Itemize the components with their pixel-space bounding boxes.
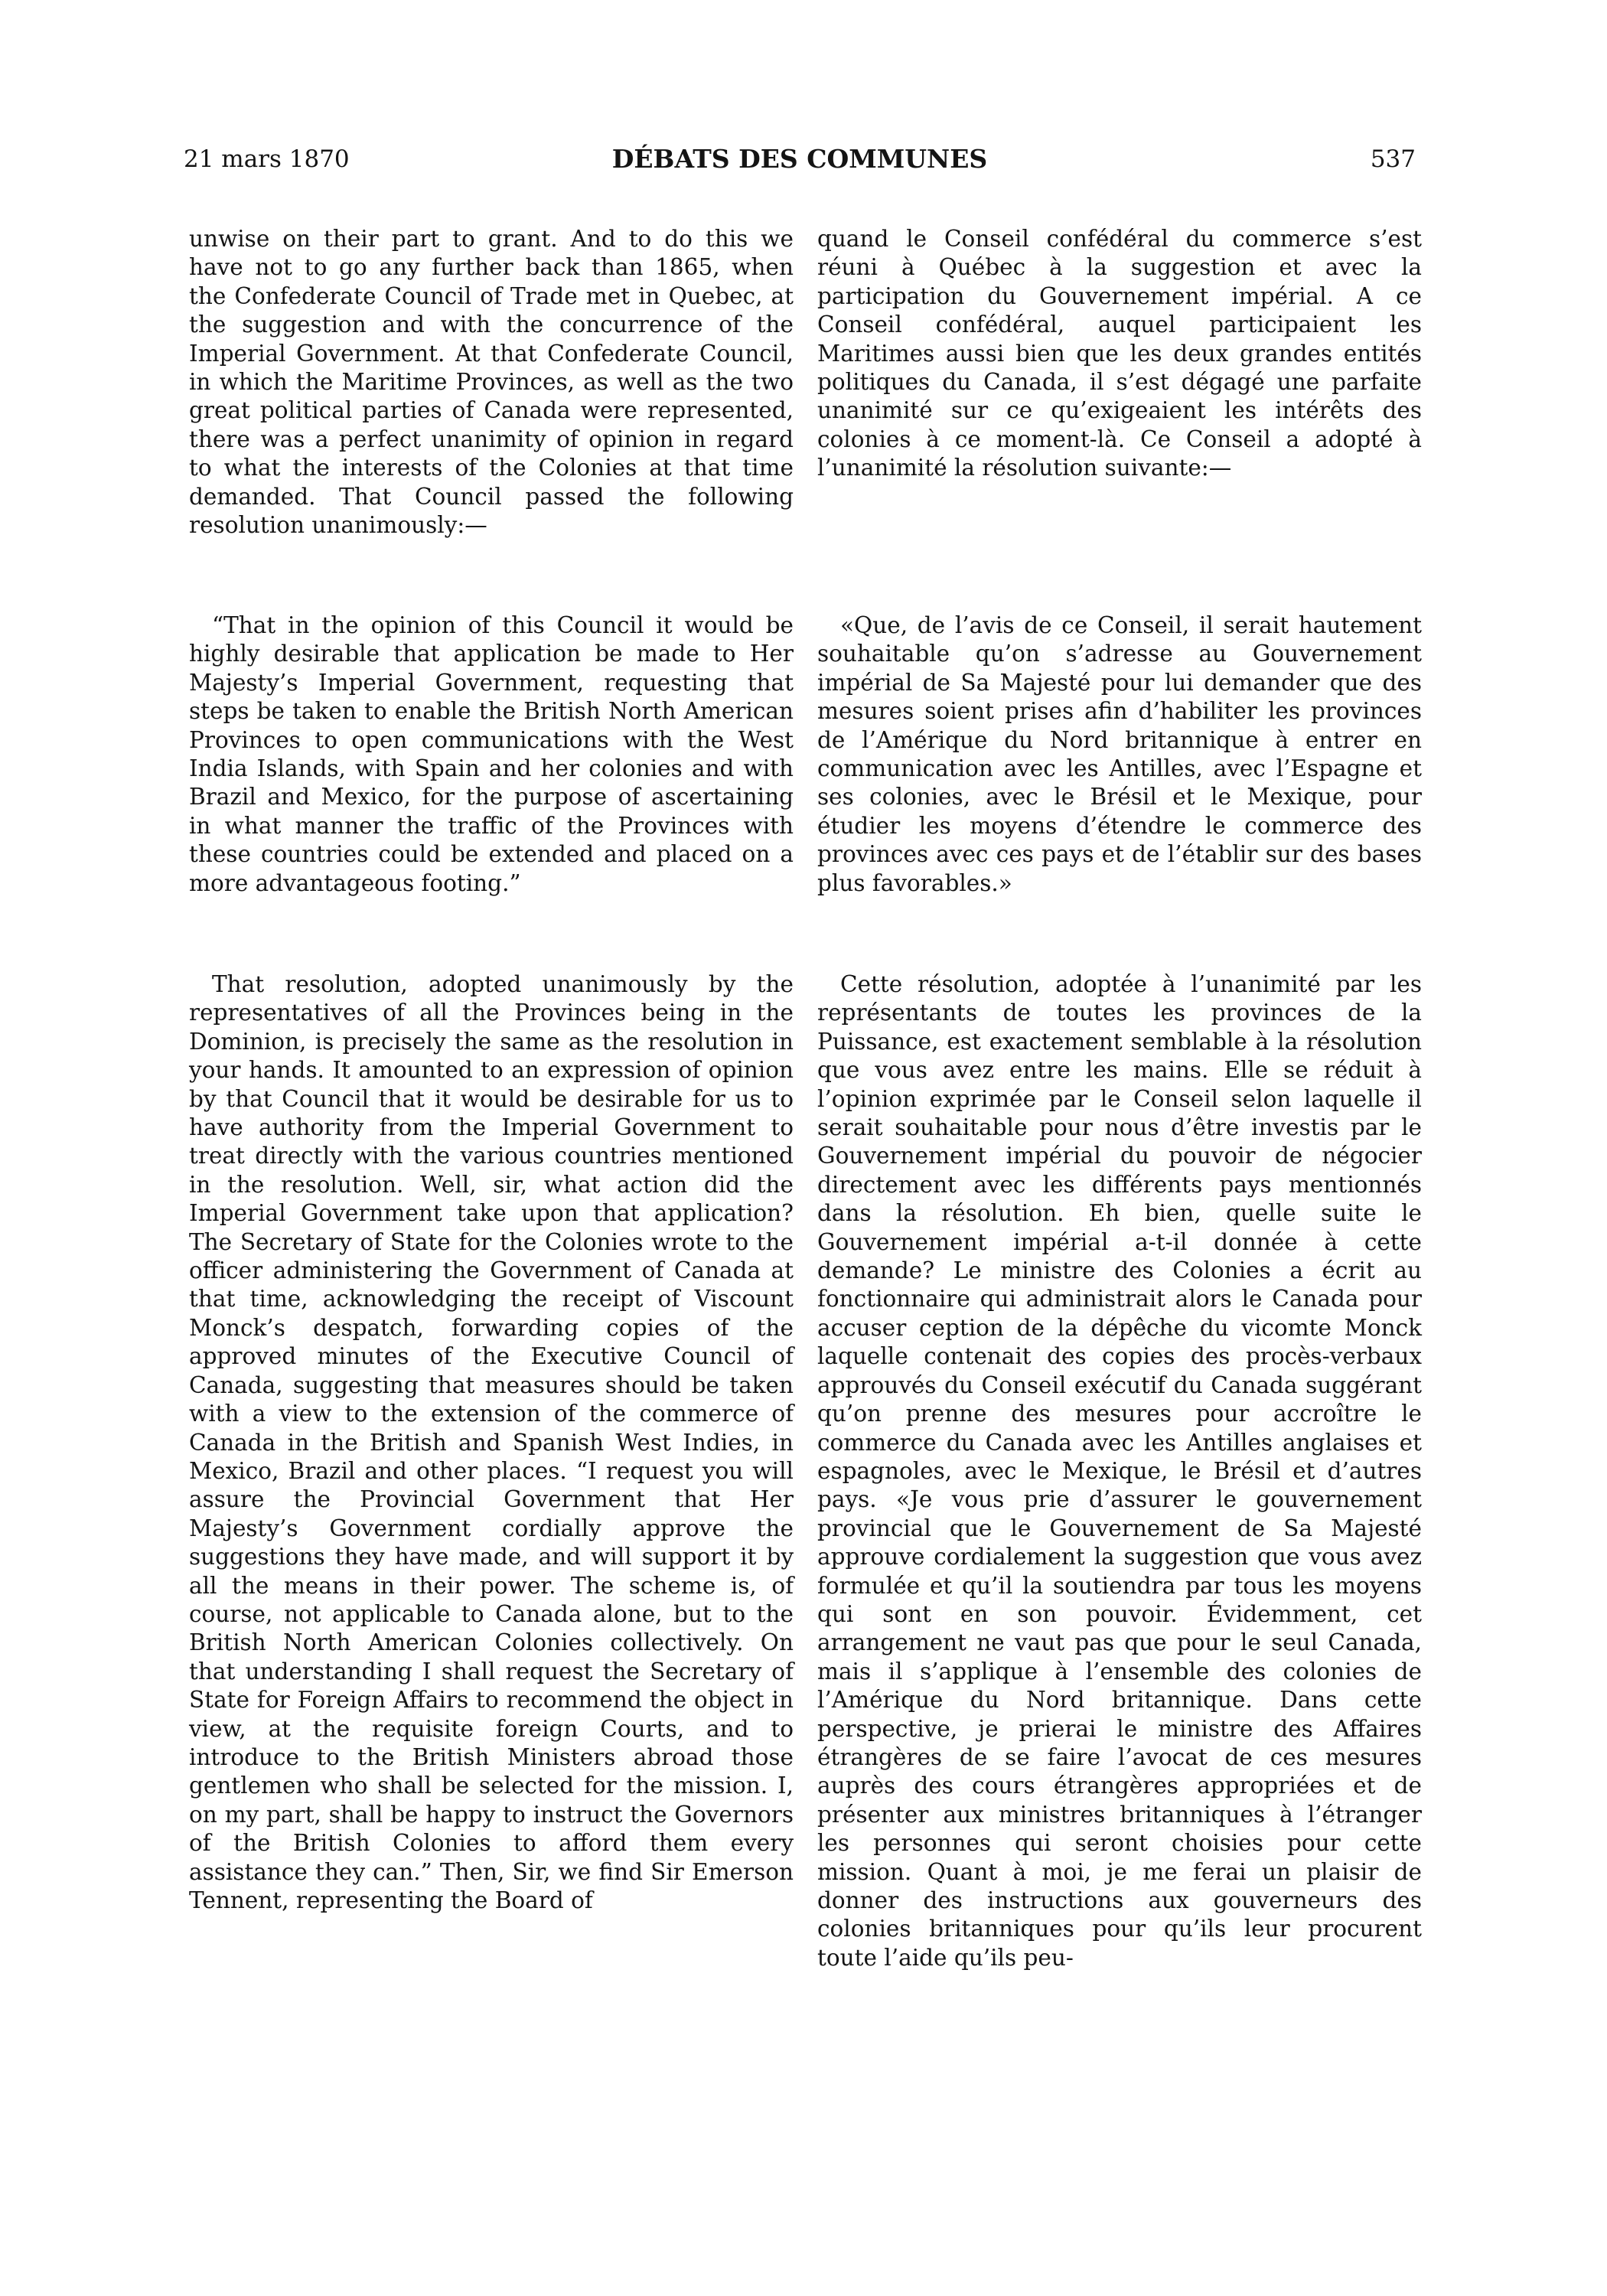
french-paragraph-2: Cette résolution, adoptée à l’unanimité par les représentants de toutes les provinces de la Puissance, est exactement semblable à la résolution que vous avez entre les mains. Elle se réduit à l’opinion exprimée par le Conseil selon laquelle il serait souhaitable pour nous d’être investis par le Gouvernement impérial du pouvoir de négocier directement avec les différents pays mentionnés dans la résolution. Eh bien, quelle suite le Gouvernement impérial a-t-il donnée à cette demande? Le ministre des Colonies a écrit au fonctionnaire qui administrait alors le Canada pour accuser ception de la dépêche du vicomte Monck laquelle contenait des copies des procès-verbaux approuvés du Conseil exécutif du Canada suggérant qu’on prenne des mesures pour accroître le commerce du Canada avec les Antilles anglaises et espagnoles, avec le Mexique, le Brésil et d’autres pays. «Je vous prie d’assurer le gouvernement provincial que le Gouvernement de Sa Majesté approuve cordialement la suggestion que vous avez formulée et qu’il la soutiendra par tous les moyens qui sont en son pouvoir. Évidemment, cet arrangement ne vaut pas que pour le seul Canada, mais il s’applique à l’ensemble des colonies de l’Amérique du Nord britannique. Dans cette perspective, je prierai le ministre des Affaires étrangères de se faire l’avocat de ces mesures auprès des cours étrangères appropriées et de présenter aux ministres britanniques à l’étranger les personnes qui seront choisies pour cette mission. Quant à moi, je me ferai un plaisir de donner des instructions aux gouverneurs des colonies britanniques pour qu’ils leur procurent toute l’aide qu’ils peu- [817,971,1422,1971]
header-page-number: 537 [1370,145,1416,173]
page-header [184,144,1416,174]
french-paragraph-1: quand le Conseil confédéral du commerce s’est réuni à Québec à la suggestion et avec la participation du Gouvernement impérial. A ce Conseil confédéral, auquel participaient les Maritimes aussi bien que les deux grandes entités politiques du Canada, il s’est dégagé une parfaite unanimité sur ce qu’exigeaient les intérêts des colonies à ce moment-là. Ce Conseil a adopté à l’unanimité la résolution suivante:— [817,226,1422,481]
english-paragraph-1: unwise on their part to grant. And to do this we have not to go any further back than 1865, when the Confederate Council of Trade met in Quebec, at the suggestion and with the concurrence of the Imperial Government. At that Confederate Council, in which the Maritime Provinces, as well as the two great political parties of Canada were represented, there was a perfect unanimity of opinion in regard to what the interests of the Colonies at that time demanded. That Council passed the following resolution unanimously:— [189,226,794,539]
english-paragraph-2: That resolution, adopted unanimously by the representatives of all the Provinces being in the Dominion, is precisely the same as the resolution in your hands. It amounted to an expression of opinion by that Council that it would be desirable for us to have authority from the Imperial Government to treat directly with the various countries mentioned in the resolution. Well, sir, what action did the Imperial Government take upon that application? The Secretary of State for the Colonies wrote to the officer administering the Government of Canada at that time, acknowledging the receipt of Viscount Monck’s despatch, forwarding copies of the approved minutes of the Executive Council of Canada, suggesting that measures should be taken with a view to the extension of the commerce of Canada in the British and Spanish West Indies, in Mexico, Brazil and other places. “I request you will assure the Provincial Government that Her Majesty’s Government cordially approve the suggestions they have made, and will support it by all the means in their power. The scheme is, of course, not applicable to Canada alone, but to the British North American Colonies collectively. On that understanding I shall request the Secretary of State for Foreign Affairs to recommend the object in view, at the requisite foreign Courts, and to introduce to the British Ministers abroad those gentlemen who shall be selected for the mission. I, on my part, shall be happy to instruct the Governors of the British Colonies to afford them every assistance they can.” Then, Sir, we find Sir Emerson Tennent, representing the Board of [189,971,794,1913]
french-resolution-quote: «Que, de l’avis de ce Conseil, il serait hautement souhaitable qu’on s’adresse au Gouvernement impérial de Sa Majesté pour lui demander que des mesures soient prises afin d’habiliter les provinces de l’Amérique du Nord britannique à entrer en communication avec les Antilles, avec l’Espagne et ses colonies, avec le Brésil et le Mexique, pour étudier les moyens d’étendre le commerce des provinces avec ces pays et de l’établir sur des bases plus favorables.» [817,612,1422,896]
header-title: DÉBATS DES COMMUNES [611,144,988,174]
header-date: 21 mars 1870 [184,145,350,173]
english-resolution-quote: “That in the opinion of this Council it would be highly desirable that application be made to Her Majesty’s Imperial Government, requesting that steps be taken to enable the British North American Provinces to open communications with the West India Islands, with Spain and her colonies and with Brazil and Mexico, for the purpose of ascertaining in what manner the traffic of the Provinces with these countries could be extended and placed on a more advantageous footing.” [189,612,794,896]
